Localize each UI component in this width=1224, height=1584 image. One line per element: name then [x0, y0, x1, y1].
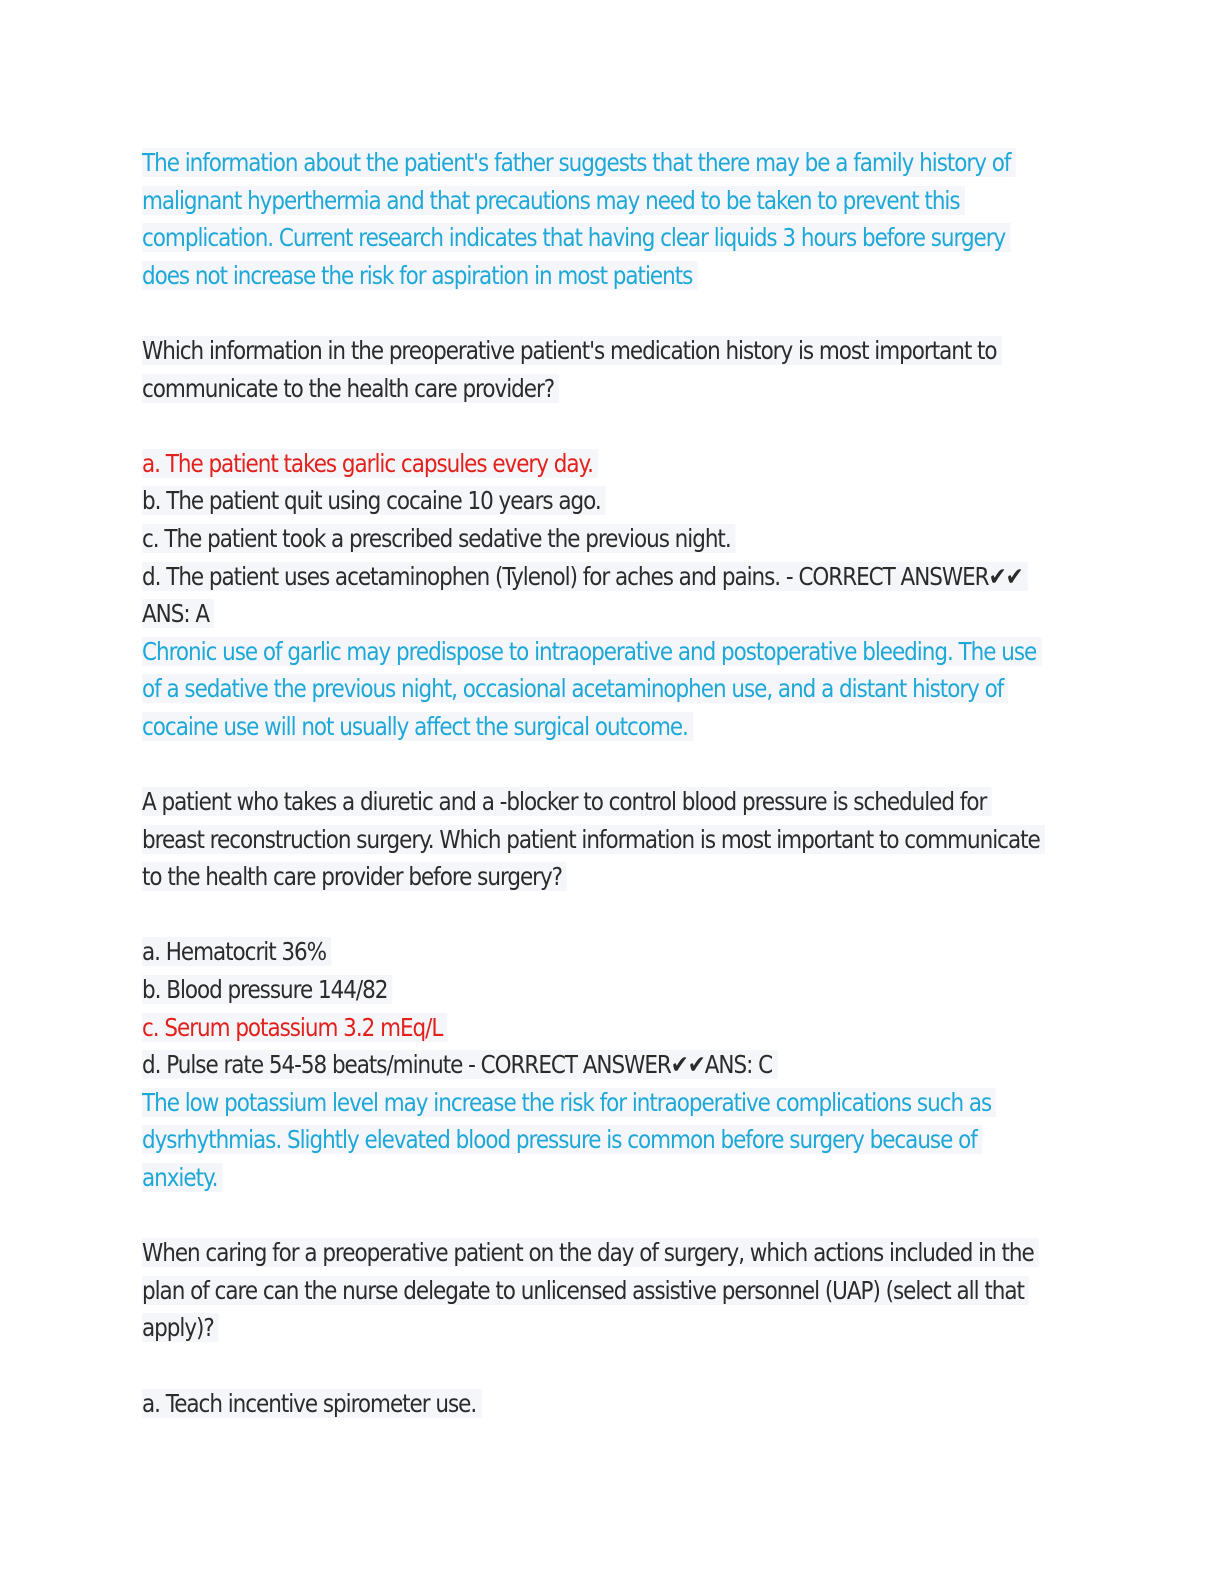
option-c-correct: c. Serum potassium 3.2 mEq/L — [142, 1009, 950, 1047]
question-line: to the health care provider before surgery? — [142, 858, 950, 896]
question-line: When caring for a preoperative patient on the day of surgery, which actions included in the — [142, 1234, 950, 1272]
question-line: communicate to the health care provider? — [142, 370, 950, 408]
spacer — [142, 1197, 1082, 1235]
rationale-line: The low potassium level may increase the risk for intraoperative complications such as — [142, 1084, 950, 1122]
option-a-correct: a. The patient takes garlic capsules every day. — [142, 445, 950, 483]
question-2 — [142, 783, 1082, 1197]
rationale-line: anxiety. — [142, 1159, 950, 1197]
rationale-line: dysrhythmias. Slightly elevated blood pressure is common before surgery because of — [142, 1121, 950, 1159]
rationale-line: cocaine use will not usually affect the surgical outcome. — [142, 708, 950, 746]
question-3 — [142, 1234, 1082, 1422]
question-line: plan of care can the nurse delegate to unlicensed assistive personnel (UAP) (select all that — [142, 1272, 950, 1310]
spacer — [142, 896, 1082, 934]
option-b: b. Blood pressure 144/82 — [142, 971, 950, 1009]
rationale-block-1 — [142, 144, 1082, 294]
document-page — [142, 144, 1082, 1422]
spacer — [142, 407, 1082, 445]
rationale-line: does not increase the risk for aspiration in most patients — [142, 257, 950, 295]
question-1 — [142, 332, 1082, 746]
question-line: Which information in the preoperative patient's medication history is most important to — [142, 332, 950, 370]
question-line: breast reconstruction surgery. Which patient information is most important to communicate — [142, 821, 950, 859]
question-line: A patient who takes a diuretic and a -blocker to control blood pressure is scheduled for — [142, 783, 950, 821]
spacer — [142, 294, 1082, 332]
rationale-line: of a sedative the previous night, occasional acetaminophen use, and a distant history of — [142, 670, 950, 708]
option-c: c. The patient took a prescribed sedative the previous night. — [142, 520, 950, 558]
answer-key: ANS: A — [142, 595, 950, 633]
rationale-line: complication. Current research indicates that having clear liquids 3 hours before surgery — [142, 219, 950, 257]
rationale-line: Chronic use of garlic may predispose to intraoperative and postoperative bleeding. The use — [142, 633, 950, 671]
option-d: d. Pulse rate 54-58 beats/minute - CORRECT ANSWER✔✔ANS: C — [142, 1046, 950, 1084]
rationale-line: malignant hyperthermia and that precautions may need to be taken to prevent this — [142, 182, 950, 220]
option-d: d. The patient uses acetaminophen (Tylenol) for aches and pains. - CORRECT ANSWER✔✔ — [142, 558, 950, 596]
question-line: apply)? — [142, 1309, 950, 1347]
spacer — [142, 746, 1082, 784]
spacer — [142, 1347, 1082, 1385]
option-b: b. The patient quit using cocaine 10 years ago. — [142, 482, 950, 520]
option-a: a. Teach incentive spirometer use. — [142, 1385, 950, 1423]
option-a: a. Hematocrit 36% — [142, 933, 950, 971]
rationale-line: The information about the patient's father suggests that there may be a family history of — [142, 144, 950, 182]
